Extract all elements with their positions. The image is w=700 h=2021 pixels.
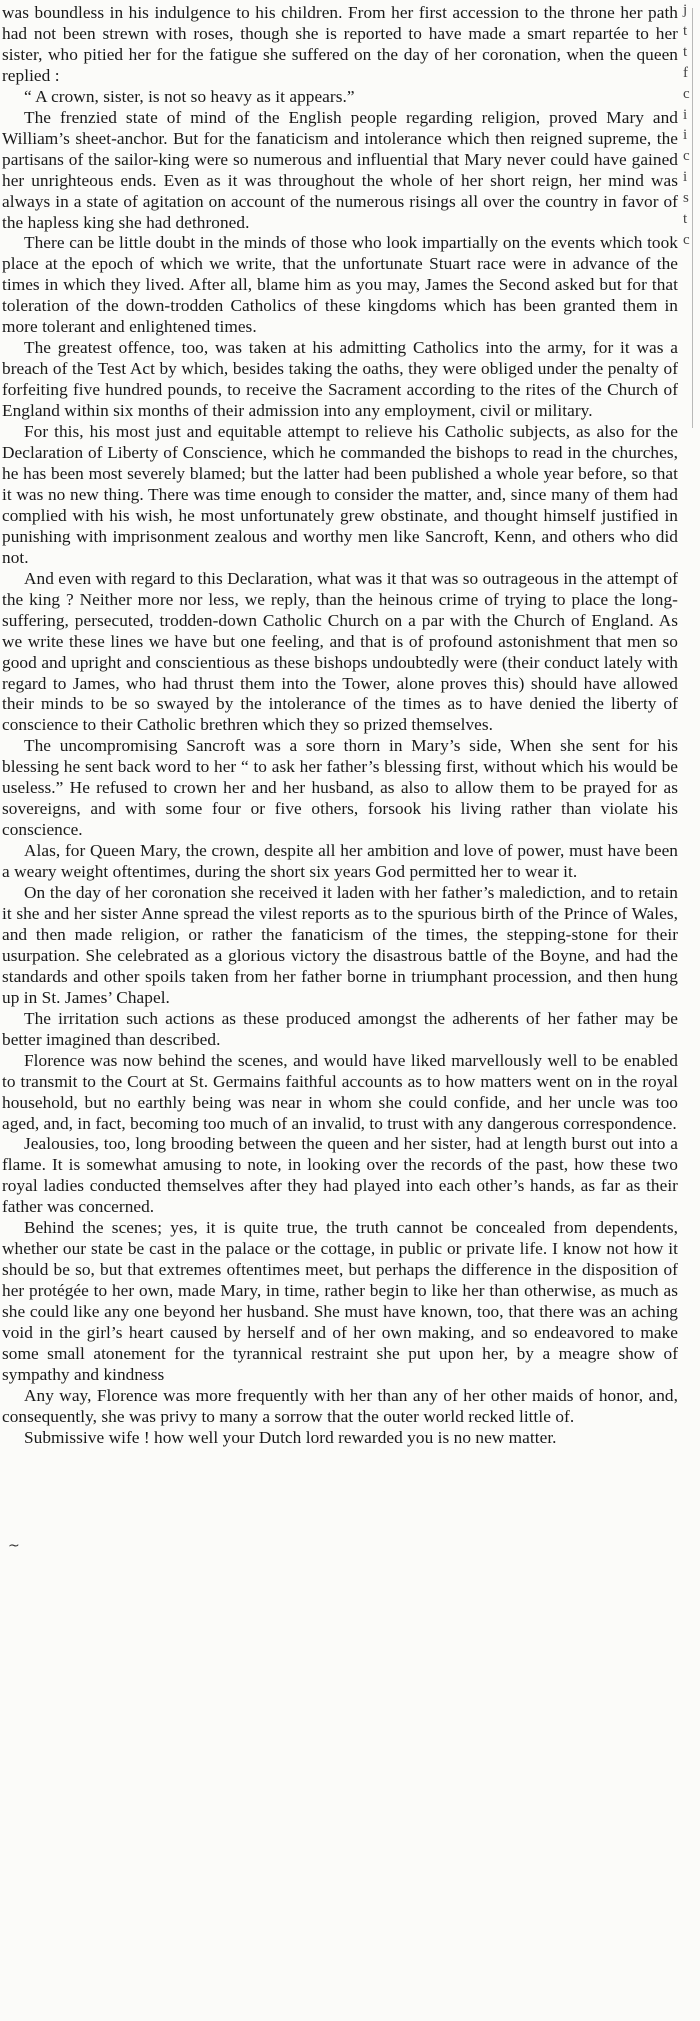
edge-letter: c (683, 148, 690, 165)
article-column (2, 3, 678, 1449)
edge-letter: t (683, 22, 688, 39)
edge-letter: t (683, 211, 688, 228)
paragraph-12: Florence was now behind the scenes, and would have liked marvellously well to be enabled to transmit to the Court at St. Germains faithful accounts as to how matters went on in the royal household, but no earthly being was near in whom she could confide, and her uncle was too aged, and, in fact, becoming too much of an invalid, to trust with any dangerous correspondence. (2, 1050, 678, 1133)
paragraph-13: Jealousies, too, long brooding between the queen and her sister, had at length burst out into a flame. It is somewhat amusing to note, in looking over the records of the past, how these two royal ladies conducted themselves after they had played into each other’s hands, as far as their father was concerned. (2, 1134, 678, 1217)
paragraph-16: Submissive wife ! how well your Dutch lord rewarded you is no new matter. (24, 1427, 557, 1447)
paragraph-7: And even with regard to this Declaration, what was it that was so outrageous in the attempt of the king ? Neither more nor less, we reply, than the heinous crime of trying to place the long-suffering, persecuted, trodden-down Catholic Church on a par with the Church of England. As we write these lines we have but one feeling, and that is of profound astonishment that men so good and upright and conscientious as these bishops undoubtedly were (their conduct lately with regard to James, who had thrust them into the Tower, alone proves this) should have allowed their minds to be so swayed by the intolerance of the times as to have denied the liberty of conscience to their Catholic brethren which they so prized themselves. (2, 568, 678, 735)
paragraph-4: There can be little doubt in the minds of those who look impartially on the events which took place at the epoch of which we write, that the unfortunate Stuart race were in advance of the times in which they lived. After all, blame him as you may, James the Second asked but for that toleration of the down-trodden Catholics of these kingdoms which has been granted them in more tolerant and enlightened times. (2, 233, 678, 337)
edge-letter: i (683, 106, 688, 123)
margin-tick-mark: ~ (8, 1538, 20, 1554)
paragraph-10: On the day of her coronation she received it laden with her father’s malediction, and to retain it she and her sister Anne spread the vilest reports as to the spurious birth of the Prince of Wales, and then made religion, or rather the fanaticism of the times, the stepping-stone for their usurpation. She celebrated as a glorious victory the disastrous battle of the Boyne, and had the standards and other spoils taken from her father borne in triumphant procession, and then hung up in St. James’ Chapel. (2, 883, 678, 1007)
edge-letter: j (683, 2, 688, 18)
paragraph-quote: “ A crown, sister, is not so heavy as it appears.” (24, 86, 355, 106)
edge-letter: c (683, 85, 690, 102)
paragraph-14: Behind the scenes; yes, it is quite true, the truth cannot be concealed from dependents, whether our state be cast in the palace or the cottage, in public or private life. I know not how it should be so, but that extremes oftentimes meet, but perhaps the difference in the disposition of her protégée to her own, made Mary, in time, rather begin to like her than otherwise, as much as she could like any one beyond her husband. She must have known, too, that there was an aching void in the girl’s heart caused by herself and of her own making, and so endeavored to make some small atonement for the tyrannical restraint she put upon her, by a meagre show of sympathy and kindness (2, 1218, 678, 1384)
paragraph-3: The frenzied state of mind of the English people regarding religion, proved Mary and William’s sheet-anchor. But for the fanaticism and intolerance which then reigned supreme, the partisans of the sailor-king were so numerous and influential that Mary never could have gained her unrighteous ends. Even as it was throughout the whole of her short reign, her mind was always in a state of agitation on account of the numerous risings all over the country in favor of the hapless king she had dethroned. (2, 107, 678, 232)
paragraph-6: For this, his most just and equitable attempt to relieve his Catholic subjects, as also for the Declaration of Liberty of Conscience, which he commanded the bishops to read in the churches, he has been most severely blamed; but the latter had been published a whole year before, so that it was no new thing. There was time enough to consider the matter, and, since many of them had complied with his wish, he most unfortunately grew obstinate, and thought himself justified in punishing with imprisonment zealous and worthy men like Sancroft, Kenn, and others who did not. (2, 422, 678, 567)
edge-letter: t (683, 43, 688, 60)
adjacent-column-edge (683, 0, 700, 460)
paragraph-11: The irritation such actions as these produced amongst the adherents of her father may be better imagined than described. (2, 1008, 678, 1049)
edge-letter: i (683, 127, 688, 144)
edge-letter: c (683, 231, 690, 248)
paragraph-9: Alas, for Queen Mary, the crown, despite all her ambition and love of power, must have been a weary weight oftentimes, during the short six years God permitted her to wear it. (2, 841, 678, 882)
edge-letter: i (683, 169, 688, 186)
edge-letter: f (683, 64, 688, 81)
paragraph-1: was boundless in his indulgence to his children. From her first accession to the throne her path had not been strewn with roses, though she is reported to have made a smart repartée to her sister, who pitied her for the fatigue she suffered on the day of her coronation, when the queen replied : (2, 3, 678, 85)
paragraph-15: Any way, Florence was more frequently with her than any of her other maids of honor, and, consequently, she was privy to many a sorrow that the outer world recked little of. (2, 1385, 678, 1426)
paragraph-8: The uncompromising Sancroft was a sore thorn in Mary’s side, When she sent for his blessing he sent back word to her “ to ask her father’s blessing first, without which his would be useless.” He refused to crown her and her husband, as also to allow them to be prayed for as sovereigns, and with some four or five others, forsook his living rather than violate his conscience. (2, 736, 678, 840)
edge-letter: s (683, 190, 689, 207)
paragraph-5: The greatest offence, too, was taken at his admitting Catholics into the army, for it was a breach of the Test Act by which, besides taking the oaths, they were obliged under the penalty of forfeiting five hundred pounds, to receive the Sacrament according to the rites of the Church of England within six months of their admission into any employment, civil or military. (2, 338, 678, 421)
